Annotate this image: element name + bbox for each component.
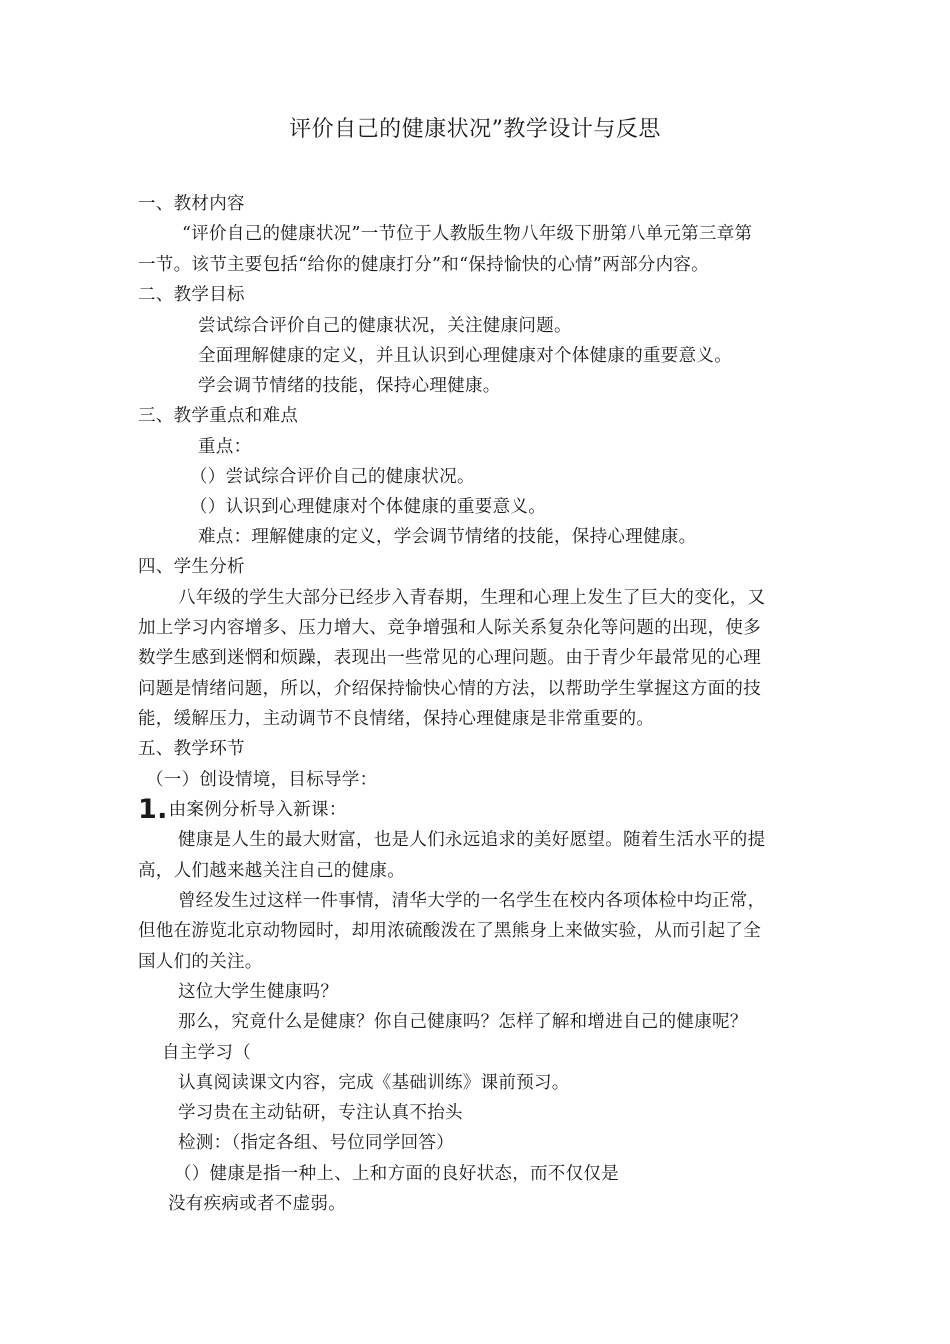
- paragraph-line: 数学生感到迷惘和烦躁，表现出一些常见的心理问题。由于青少年最常见的心理: [138, 648, 761, 668]
- paragraph-line: 检测：（指定各组、号位同学回答）: [178, 1133, 455, 1153]
- paragraph-line: 一节。该节主要包括“给你的健康打分”和“保持愉快的心情”两部分内容。: [138, 255, 709, 275]
- paragraph-line: 曾经发生过这样一件事情，清华大学的一名学生在校内各项体检中均正常，: [178, 891, 766, 911]
- paragraph-line: 学会调节情绪的技能，保持心理健康。: [198, 376, 501, 396]
- list-number: 1.: [138, 794, 168, 825]
- paragraph-line: 能，缓解压力，主动调节不良情绪，保持心理健康是非常重要的。: [138, 709, 655, 729]
- paragraph-line: 尝试综合评价自己的健康状况，关注健康问题。: [198, 316, 572, 336]
- paragraph-line: 没有疾病或者不虚弱。: [168, 1194, 346, 1214]
- paragraph-line: 健康是人生的最大财富，也是人们永远追求的美好愿望。随着生活水平的提: [178, 830, 766, 850]
- paragraph-line: 全面理解健康的定义，并且认识到心理健康对个体健康的重要意义。: [198, 346, 732, 366]
- paragraph-line: 学习贵在主动钻研，专注认真不抬头: [178, 1103, 463, 1123]
- paragraph-line: （）尝试综合评价自己的健康状况。: [190, 467, 475, 487]
- paragraph-line: 国人们的关注。: [138, 952, 263, 972]
- paragraph-line: 八年级的学生大部分已经步入青春期，生理和心理上发生了巨大的变化，又: [178, 588, 766, 608]
- paragraph-line: 认真阅读课文内容，完成《基础训练》课前预习。: [178, 1073, 570, 1093]
- paragraph-line: 问题是情绪问题，所以，介绍保持愉快心情的方法，以帮助学生掌握这方面的技: [138, 679, 761, 699]
- paragraph-line: 重点：: [198, 437, 252, 457]
- section-heading: 五、教学环节: [138, 739, 245, 759]
- paragraph-line: 高，人们越来越关注自己的健康。: [138, 861, 405, 881]
- paragraph-line: 加上学习内容增多、压力增大、竞争增强和人际关系复杂化等问题的出现，使多: [138, 618, 761, 638]
- paragraph-line: “评价自己的健康状况”一节位于人教版生物八年级下册第八单元第三章第: [182, 224, 753, 244]
- paragraph-line: （）健康是指一种上、上和方面的良好状态，而不仅仅是: [174, 1164, 619, 1184]
- document-title: 评价自己的健康状况”教学设计与反思: [289, 117, 661, 142]
- paragraph-line: （）认识到心理健康对个体健康的重要意义。: [190, 497, 546, 517]
- section-heading: 二、教学目标: [138, 285, 245, 305]
- subsection-heading: （一）创设情境，目标导学：: [146, 770, 378, 790]
- numbered-item: 1.由案例分析导入新课：: [138, 794, 347, 825]
- paragraph-line: 自主学习（: [162, 1043, 251, 1063]
- section-heading: 四、学生分析: [138, 557, 245, 577]
- paragraph-line: 这位大学生健康吗？: [178, 982, 339, 1002]
- paragraph-line: 那么，究竟什么是健康？你自己健康吗？怎样了解和增进自己的健康呢？: [178, 1012, 748, 1032]
- section-heading: 三、教学重点和难点: [138, 406, 299, 426]
- paragraph-line: 但他在游览北京动物园时，却用浓硫酸泼在了黑熊身上来做实验，从而引起了全: [138, 921, 761, 941]
- paragraph-line: 难点：理解健康的定义，学会调节情绪的技能，保持心理健康。: [198, 527, 697, 547]
- section-heading: 一、教材内容: [138, 194, 245, 214]
